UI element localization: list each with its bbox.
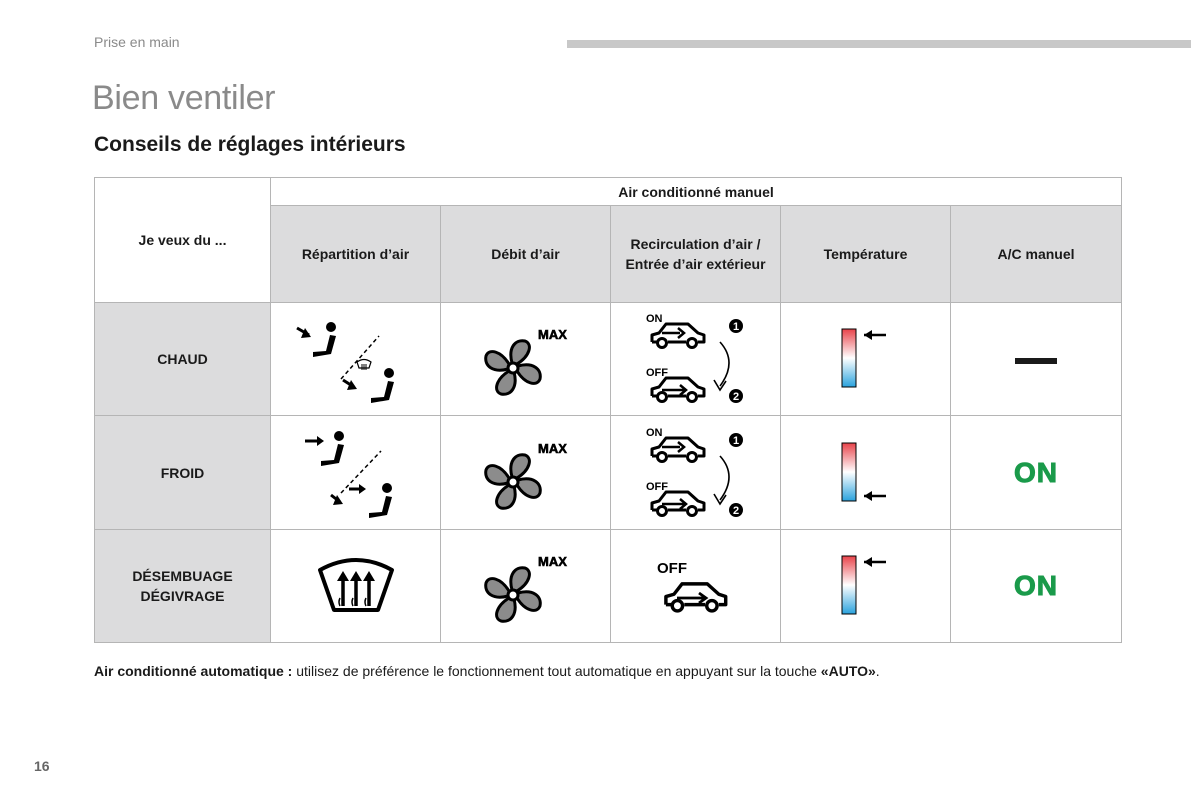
group-label: Air conditionné manuel <box>618 183 774 200</box>
row-label: DÉSEMBUAGE <box>132 567 233 584</box>
temperature-gauge-icon <box>836 554 896 618</box>
ac-on-label: ON <box>1014 456 1058 488</box>
footnote-key: «AUTO» <box>820 663 876 679</box>
recirculation-icon <box>651 559 741 613</box>
cell-recirculation <box>611 529 781 642</box>
col-header-temperature <box>781 206 951 303</box>
air-distribution-icon <box>291 425 421 521</box>
max-label: MAX <box>537 553 567 569</box>
temperature-gauge-icon <box>836 441 896 505</box>
off-label: OFF <box>656 559 687 577</box>
page-title: Bien ventiler <box>92 79 276 117</box>
step-1-label: 1 <box>732 434 739 447</box>
footnote-label: Air conditionné automatique : <box>94 663 293 679</box>
cell-ac <box>951 416 1122 529</box>
cell-ac <box>951 303 1122 416</box>
row-label-warm <box>95 303 271 416</box>
col-label: Répartition d’air <box>301 246 410 263</box>
recirculation-icon <box>640 310 752 408</box>
max-label: MAX <box>537 327 567 343</box>
recirculation-icon <box>640 424 752 522</box>
table-row <box>95 303 1122 416</box>
on-label: ON <box>645 313 662 326</box>
settings-table <box>94 177 1122 643</box>
air-distribution-icon <box>291 314 421 404</box>
col-label: A/C manuel <box>997 246 1075 263</box>
cell-temperature <box>781 529 951 642</box>
cell-temperature <box>781 303 951 416</box>
footnote-text: utilisez de préférence le fonctionnement tout automatique en appuyant sur la touche <box>292 663 821 679</box>
ac-off-dash <box>1015 358 1057 364</box>
col-header-recirculation <box>611 206 781 303</box>
cell-flow <box>441 529 611 642</box>
corner-header <box>95 178 271 303</box>
step-2-label: 2 <box>732 391 739 404</box>
cell-recirculation <box>611 416 781 529</box>
page-subtitle: Conseils de réglages intérieurs <box>94 133 406 156</box>
section-label: Prise en main <box>94 34 180 50</box>
col-label: Entrée d’air extérieur <box>625 256 766 273</box>
corner-label: Je veux du ... <box>138 232 227 249</box>
cell-recirculation <box>611 303 781 416</box>
step-2-label: 2 <box>732 504 739 517</box>
fan-icon <box>481 319 571 399</box>
col-header-air-distribution <box>271 206 441 303</box>
row-label-cold <box>95 416 271 529</box>
cell-distribution <box>271 416 441 529</box>
on-label: ON <box>645 426 662 439</box>
table-row <box>95 416 1122 529</box>
col-header-ac <box>951 206 1122 303</box>
ac-on-label: ON <box>1014 569 1058 601</box>
row-label: FROID <box>160 464 205 481</box>
cell-flow <box>441 303 611 416</box>
row-label: DÉGIVRAGE <box>140 587 225 604</box>
cell-distribution <box>271 529 441 642</box>
group-header <box>271 178 1122 206</box>
off-label: OFF <box>645 480 668 493</box>
fan-icon <box>481 546 571 626</box>
cell-ac <box>951 529 1122 642</box>
cell-temperature <box>781 416 951 529</box>
fan-icon <box>481 433 571 513</box>
col-header-air-flow <box>441 206 611 303</box>
step-1-label: 1 <box>732 321 739 334</box>
footnote <box>94 663 880 679</box>
col-label: Recirculation d’air / <box>630 236 761 253</box>
defrost-icon <box>357 360 371 371</box>
page-number: 16 <box>34 758 50 774</box>
windshield-defrost-icon <box>316 554 396 618</box>
cell-flow <box>441 416 611 529</box>
table-row <box>95 529 1122 642</box>
row-label: CHAUD <box>157 351 208 368</box>
off-label: OFF <box>645 367 668 380</box>
cell-distribution <box>271 303 441 416</box>
footnote-end: . <box>875 663 880 679</box>
max-label: MAX <box>537 440 567 456</box>
temperature-gauge-icon <box>836 327 896 391</box>
row-label-defrost <box>95 529 271 642</box>
section-bar <box>567 40 1191 48</box>
col-label: Température <box>823 246 908 263</box>
col-label: Débit d’air <box>491 246 560 263</box>
